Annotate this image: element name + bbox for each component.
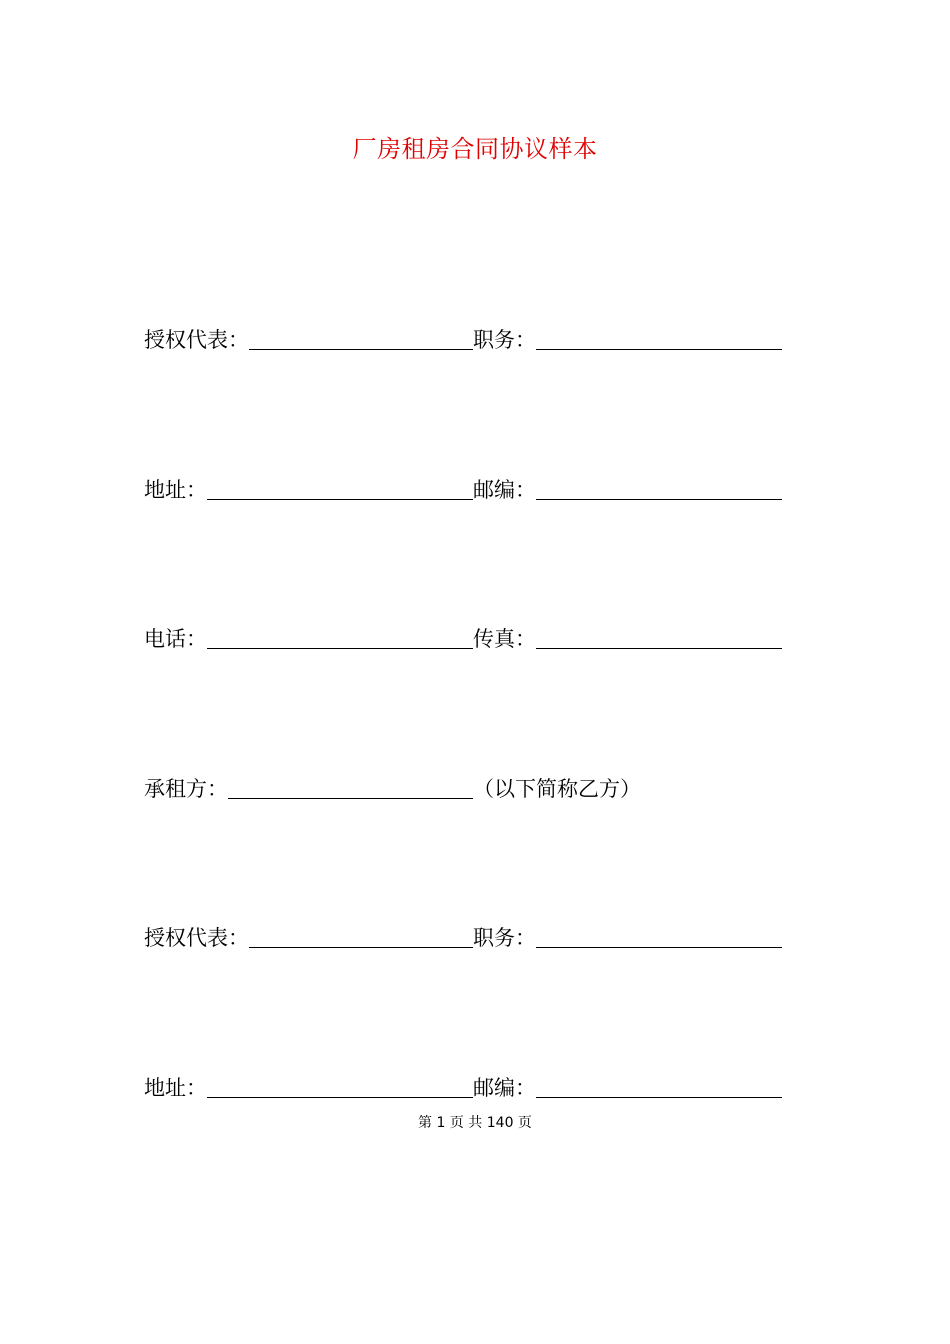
blank-authorized-rep-2	[249, 925, 473, 948]
label-postcode-2: 邮编：	[473, 1076, 536, 1100]
blank-lessee	[228, 776, 473, 799]
label-fax: 传真：	[473, 627, 536, 651]
form-row-lessee	[144, 771, 792, 803]
label-authorized-rep-2: 授权代表：	[144, 926, 249, 950]
page-footer	[0, 1114, 950, 1132]
form-row-phone	[144, 621, 792, 653]
label-lessee: 承租方：	[144, 777, 228, 801]
page-number: 第 1 页 共 140 页	[418, 1115, 532, 1131]
form-row-authorized-rep	[144, 322, 792, 354]
label-address: 地址：	[144, 478, 207, 502]
lessee-note: （以下简称乙方）	[473, 777, 641, 801]
label-position: 职务：	[473, 328, 536, 352]
blank-postcode-2	[536, 1075, 782, 1098]
blank-position-2	[536, 925, 782, 948]
label-address-2: 地址：	[144, 1076, 207, 1100]
form-row-address-2	[144, 1070, 792, 1102]
label-postcode: 邮编：	[473, 478, 536, 502]
blank-postcode	[536, 477, 782, 500]
blank-fax	[536, 626, 782, 649]
form-row-address	[144, 472, 792, 504]
blank-address-2	[207, 1075, 473, 1098]
blank-phone	[207, 626, 473, 649]
form-row-authorized-rep-2	[144, 920, 792, 952]
blank-address	[207, 477, 473, 500]
document-title: 厂房租房合同协议样本	[352, 135, 598, 163]
blank-position	[536, 327, 782, 350]
label-phone: 电话：	[144, 627, 207, 651]
label-authorized-rep: 授权代表：	[144, 328, 249, 352]
label-position-2: 职务：	[473, 926, 536, 950]
blank-authorized-rep	[249, 327, 473, 350]
